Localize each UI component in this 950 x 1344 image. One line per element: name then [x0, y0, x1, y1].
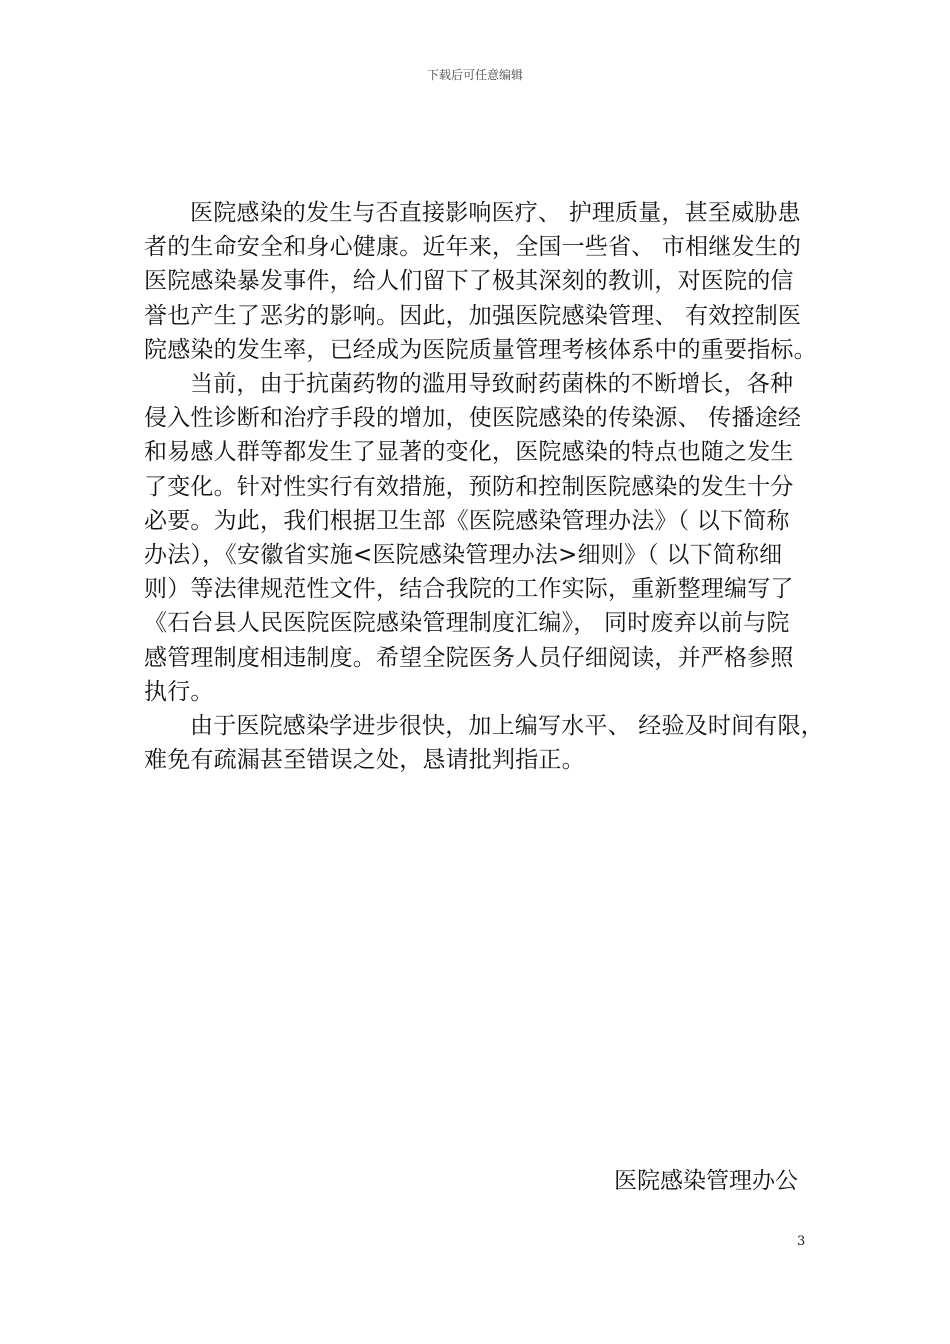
- text-line: 和易感人群等都发生了显著的变化，医院感染的特点也随之发生: [144, 439, 794, 466]
- text-line: 执行。: [144, 678, 214, 705]
- text-line: 医院感染的发生与否直接影响医疗、 护理质量，甚至威胁患: [190, 200, 801, 226]
- text-line: 当前，由于抗菌药物的滥用导致耐药菌株的不断增长，各种: [190, 371, 794, 398]
- paragraph-1: [144, 196, 824, 367]
- page-number: 3: [797, 1234, 806, 1249]
- text-line: 者的生命安全和身心健康。近年来，全国一些省、 市相继发生的: [144, 234, 802, 261]
- paragraph-2: [144, 367, 824, 709]
- text-line: 必要。为此，我们根据卫生部《医院感染管理办法》（ 以下简称: [144, 507, 790, 534]
- text-line: 感管理制度相违制度。希望全院医务人员仔细阅读，并严格参照: [144, 644, 794, 671]
- text-line: 难免有疏漏甚至错误之处，恳请批判指正。: [144, 747, 585, 774]
- text-line: 医院感染暴发事件，给人们留下了极其深刻的教训，对医院的信: [144, 268, 794, 295]
- signature-office: 医院感染管理办公: [614, 1168, 798, 1194]
- text-line: 侵入性诊断和治疗手段的增加，使医院感染的传染源、 传播途经: [144, 405, 802, 432]
- text-line: 则）等法律规范性文件，结合我院的工作实际，重新整理编写了: [144, 576, 794, 603]
- text-line: 由于医院感染学进步很快，加上编写水平、 经验及时间有限，: [190, 713, 824, 740]
- text-line: 了变化。针对性实行有效措施，预防和控制医院感染的发生十分: [144, 473, 794, 500]
- text-line: 院感染的发生率，已经成为医院质量管理考核体系中的重要指标。: [144, 336, 817, 363]
- document-body: [144, 196, 824, 777]
- page-header: 下载后可任意编辑: [426, 68, 523, 82]
- text-line: 誉也产生了恶劣的影响。因此，加强医院感染管理、 有效控制医: [144, 302, 802, 329]
- paragraph-3: [144, 709, 824, 777]
- text-line: 办法），《安徽省实施<医院感染管理办法>细则》（ 以下简称细: [144, 542, 783, 569]
- text-line: 《石台县人民医院医院感染管理制度汇编》， 同时废弃以前与院: [144, 610, 790, 637]
